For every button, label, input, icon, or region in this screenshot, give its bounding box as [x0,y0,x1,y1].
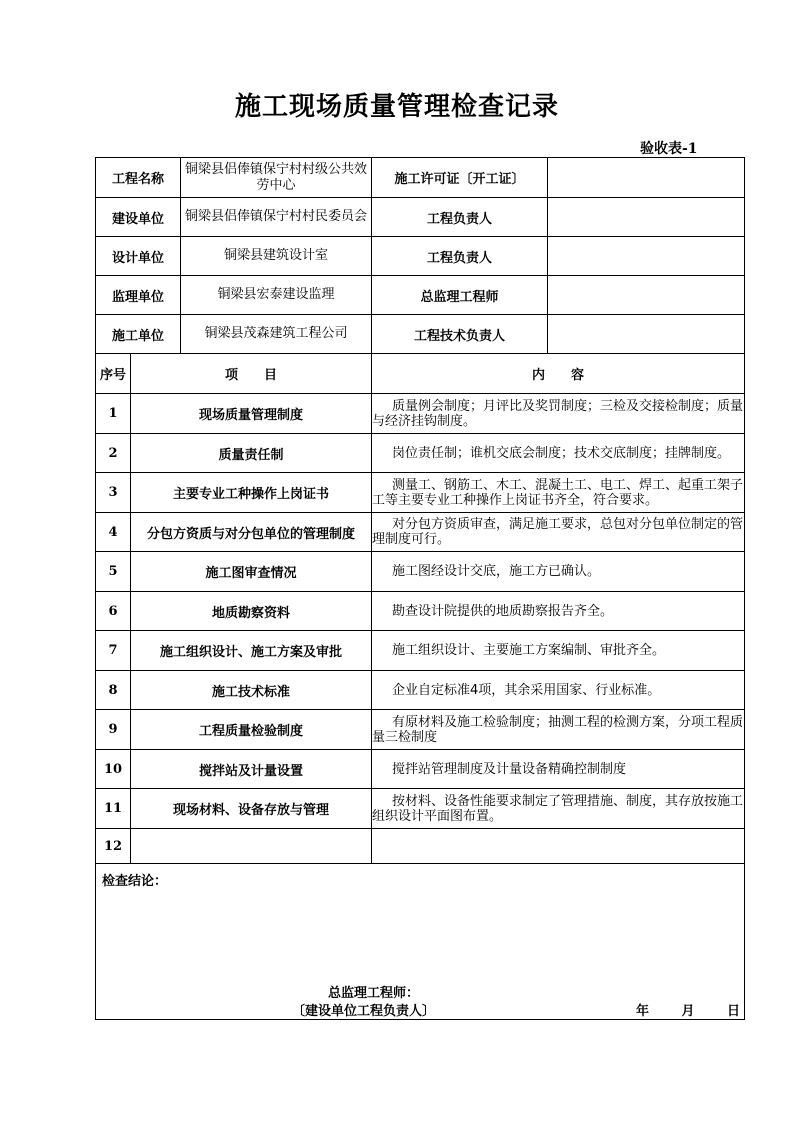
row-item: 地质勘察资料 [131,592,372,631]
conclusion-cell [96,864,745,1020]
header-row-client [96,198,745,237]
row-item: 施工图审查情况 [131,552,372,592]
row-content: 施工组织设计、主要施工方案编制、审批齐全。 [372,631,745,671]
page-title: 施工现场质量管理检查记录 [234,92,559,122]
row-item: 施工组织设计、施工方案及审批 [131,631,372,671]
client-value: 铜梁县侣俸镇保宁村村民委员会 [181,198,372,237]
project-name-value: 铜梁县侣俸镇保宁村村级公共效劳中心 [181,158,372,198]
row-content: 勘查设计院提供的地质勘察报告齐全。 [372,592,745,631]
row-content [372,829,745,864]
design-value: 铜梁县建筑设计室 [181,237,372,276]
col-header-item: 项 目 [131,354,372,394]
row-number: 8 [96,671,131,710]
col-header-content: 内 容 [372,354,745,394]
header-row-supervision [96,276,745,315]
table-row [96,552,745,592]
row-number: 9 [96,710,131,750]
table-row [96,671,745,710]
design-label: 设计单位 [96,237,181,276]
client-lead-signature-label: 〔建设单位工程负责人〕 [292,1004,436,1019]
tech-lead-value [548,315,745,354]
table-row [96,789,745,829]
header-row-project [96,158,745,198]
row-content: 岗位责任制；谁机交底会制度；技术交底制度；挂牌制度。 [372,434,745,473]
date-label: 年 月 日 [636,1004,741,1019]
row-content: 按材料、设备性能要求制定了管理措施、制度，其存放按施工组织设计平面图布置。 [372,789,745,829]
row-item [131,829,372,864]
supervision-value: 铜梁县宏泰建设监理 [181,276,372,315]
row-item: 分包方资质与对分包单位的管理制度 [131,513,372,552]
table-row [96,513,745,552]
table-row [96,473,745,513]
project-name-label: 工程名称 [96,158,181,198]
row-content: 企业自定标准4项，其余采用国家、行业标准。 [372,671,745,710]
row-number: 5 [96,552,131,592]
row-number: 3 [96,473,131,513]
row-item: 施工技术标准 [131,671,372,710]
table-row [96,631,745,671]
table-row [96,829,745,864]
row-content: 搅拌站管理制度及计量设备精确控制制度 [372,750,745,789]
header-row-design [96,237,745,276]
row-number: 2 [96,434,131,473]
row-item: 质量责任制 [131,434,372,473]
row-content: 测量工、钢筋工、木工、混凝土工、电工、焊工、起重工架子工等主要专业工种操作上岗证书齐全，符合要求。 [372,473,745,513]
row-number: 11 [96,789,131,829]
inspection-table [95,157,745,1020]
conclusion-label: 检查结论： [102,874,168,889]
row-item: 现场质量管理制度 [131,394,372,434]
tech-lead-label: 工程技术负责人 [372,315,548,354]
row-item: 主要专业工种操作上岗证书 [131,473,372,513]
client-lead-label: 工程负责人 [372,198,548,237]
chief-engineer-value [548,276,745,315]
row-content: 质量例会制度；月评比及奖罚制度；三检及交接检制度；质量与经济挂钩制度。 [372,394,745,434]
row-content: 有原材料及施工检验制度；抽测工程的检测方案，分项工程质量三检制度 [372,710,745,750]
col-header-no: 序号 [96,354,131,394]
chief-engineer-signature-label: 总监理工程师： [328,986,420,1001]
permit-label: 施工许可证〔开工证〕 [372,158,548,198]
row-number: 7 [96,631,131,671]
client-lead-value [548,198,745,237]
permit-value [548,158,745,198]
row-number: 12 [96,829,131,864]
header-row-construction [96,315,745,354]
row-content: 对分包方资质审查，满足施工要求，总包对分包单位制定的管理制度可行。 [372,513,745,552]
row-content: 施工图经设计交底，施工方已确认。 [372,552,745,592]
conclusion-row [96,864,745,1020]
design-lead-label: 工程负责人 [372,237,548,276]
row-item: 工程质量检验制度 [131,710,372,750]
table-row [96,394,745,434]
row-number: 1 [96,394,131,434]
client-label: 建设单位 [96,198,181,237]
construction-label: 施工单位 [96,315,181,354]
table-row [96,434,745,473]
row-number: 4 [96,513,131,552]
design-lead-value [548,237,745,276]
construction-value: 铜梁县茂森建筑工程公司 [181,315,372,354]
column-header-row [96,354,745,394]
supervision-label: 监理单位 [96,276,181,315]
form-code: 验收表-1 [640,141,698,157]
table-row [96,710,745,750]
row-number: 6 [96,592,131,631]
row-item: 现场材料、设备存放与管理 [131,789,372,829]
table-row [96,592,745,631]
row-item: 搅拌站及计量设置 [131,750,372,789]
table-row [96,750,745,789]
row-number: 10 [96,750,131,789]
chief-engineer-label: 总监理工程师 [372,276,548,315]
